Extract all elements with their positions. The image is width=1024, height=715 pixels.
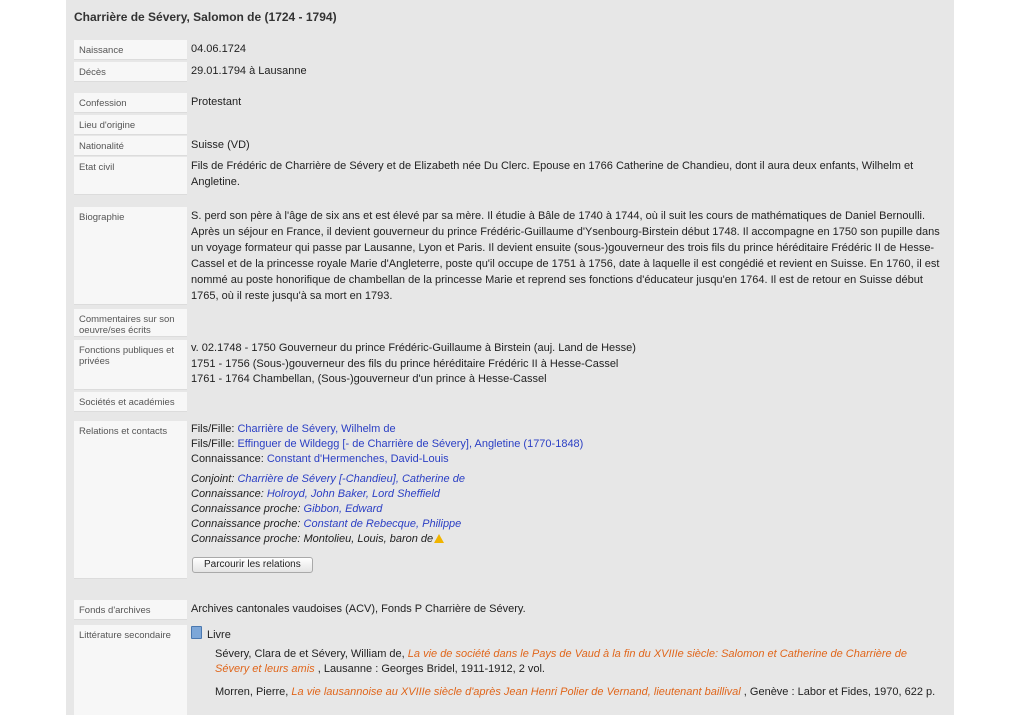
value-fonctions bbox=[191, 340, 942, 388]
label-lieu-origine: Lieu d'origine bbox=[74, 115, 187, 135]
relation-item bbox=[191, 472, 942, 487]
warning-icon bbox=[434, 534, 444, 543]
label-naissance: Naissance bbox=[74, 40, 187, 60]
literature-entry bbox=[215, 685, 942, 700]
value-naissance: 04.06.1724 bbox=[191, 43, 247, 55]
record-panel bbox=[66, 0, 954, 715]
value-deces: 29.01.1794 à Lausanne bbox=[191, 65, 307, 77]
relation-link[interactable]: Effinguer de Wildegg [- de Charrière de Sévery], Angletine (1770-1848) bbox=[237, 438, 584, 450]
value-confession: Protestant bbox=[191, 96, 242, 108]
relation-role: Connaissance: bbox=[191, 453, 267, 465]
literature-title-link[interactable]: La vie de société dans le Pays de Vaud à la fin du XVIIIe siècle: Salomon et Catherine de Charrière de Sévery et leurs amis bbox=[215, 648, 907, 675]
fonction-line: v. 02.1748 - 1750 Gouverneur du prince Frédéric-Guillaume à Birstein (auj. Land de Hesse) bbox=[191, 342, 636, 354]
fonction-line: 1761 - 1764 Chambellan, (Sous-)gouverneur d'un prince à Hesse-Cassel bbox=[191, 373, 547, 385]
relation-role: Fils/Fille: bbox=[191, 423, 238, 435]
value-etat-civil: Fils de Frédéric de Charrière de Sévery et de Elizabeth née Du Clerc. Epouse en 1766 Catherine de Chandieu, dont il aura deux enfants, Wilhelm et Angletine. bbox=[191, 160, 914, 188]
value-nationalite: Suisse (VD) bbox=[191, 139, 250, 151]
relation-link[interactable]: Charrière de Sévery, Wilhelm de bbox=[237, 423, 396, 435]
relation-link[interactable]: Holroyd, John Baker, Lord Sheffield bbox=[266, 488, 440, 500]
label-etat-civil: Etat civil bbox=[74, 157, 187, 195]
value-relations bbox=[191, 421, 942, 573]
relation-role: Conjoint: bbox=[191, 473, 238, 485]
relation-link[interactable]: Constant d'Hermenches, David-Louis bbox=[266, 453, 449, 465]
fonction-line: 1751 - 1756 (Sous-)gouverneur des fils du prince héréditaire Frédéric II à Hesse-Cassel bbox=[191, 357, 619, 370]
value-lieu-origine bbox=[191, 115, 942, 116]
relation-link[interactable]: Constant de Rebecque, Philippe bbox=[303, 518, 462, 530]
literature-authors: Morren, Pierre, bbox=[215, 686, 292, 698]
value-fonds: Archives cantonales vaudoises (ACV), Fonds P Charrière de Sévery. bbox=[191, 603, 526, 615]
label-fonds: Fonds d'archives bbox=[74, 600, 187, 620]
relation-name-unlinked: Montolieu, Louis, baron de bbox=[303, 533, 434, 545]
relation-item bbox=[191, 517, 942, 532]
relation-role: Connaissance: bbox=[191, 488, 267, 500]
relation-link[interactable]: Charrière de Sévery [-Chandieu], Catherine de bbox=[237, 473, 465, 485]
literature-publication: , Lausanne : Georges Bridel, 1911-1912, 2 vol. bbox=[314, 663, 545, 675]
literature-title-link[interactable]: La vie lausannoise au XVIIIe siècle d'après Jean Henri Polier de Vernand, lieutenant baillival bbox=[291, 686, 741, 698]
value-commentaires bbox=[191, 309, 942, 310]
relation-item bbox=[191, 487, 942, 502]
label-fonctions: Fonctions publiques et privées bbox=[74, 340, 187, 390]
label-confession: Confession bbox=[74, 93, 187, 113]
label-litterature: Littérature secondaire bbox=[74, 625, 187, 715]
label-biographie: Biographie bbox=[74, 207, 187, 305]
label-nationalite: Nationalité bbox=[74, 136, 187, 156]
relation-role: Connaissance proche: bbox=[191, 533, 304, 545]
literature-publication: , Genève : Labor et Fides, 1970, 622 p. bbox=[740, 686, 936, 698]
book-icon bbox=[191, 626, 202, 639]
value-biographie: S. perd son père à l'âge de six ans et est élevé par sa mère. Il étudie à Bâle de 1740 à 1744, où il suit les cours de mathématiques de Daniel Bernoulli. Après un séjour en France, il devient gouverneur du prince Frédéric-Guillaume d'Ysenbourg-Birstein début 1748. Il accompagne en 1750 son pupille dans un voyage formateur qui passe par Lausanne, Lyon et Paris. Il devient ensuite (sous-)gouverneur des trois fils du prince héréditaire Frédéric II de Hesse-Cassel et de la princesse royale Marie d'Angleterre, poste qu'il occupe de 1751 à 1756, date à laquelle il est congédié et revient en Suisse. En 1760, il est nommé au poste honorifique de chambellan de la princesse Marie et reprend ses fonctions d'éducateur jusqu'en 1764. Il est de retour en Suisse début 1765, où il reste jusqu'à sa mort en 1793. bbox=[191, 210, 940, 302]
label-deces: Décès bbox=[74, 62, 187, 82]
value-societes bbox=[191, 392, 942, 393]
label-societes: Sociétés et académies bbox=[74, 392, 187, 412]
relation-item bbox=[191, 502, 942, 517]
relation-item bbox=[191, 452, 942, 467]
label-commentaires: Commentaires sur son oeuvre/ses écrits bbox=[74, 309, 187, 337]
relation-role: Fils/Fille: bbox=[191, 438, 238, 450]
value-litterature bbox=[191, 625, 942, 700]
literature-category-label: Livre bbox=[207, 629, 231, 641]
relation-item bbox=[191, 532, 942, 547]
label-relations: Relations et contacts bbox=[74, 421, 187, 579]
relation-item bbox=[191, 437, 942, 452]
relation-role: Connaissance proche: bbox=[191, 503, 304, 515]
page-title: Charrière de Sévery, Salomon de (1724 - 1794) bbox=[74, 10, 337, 24]
browse-relations-button[interactable]: Parcourir les relations bbox=[192, 557, 313, 573]
relation-role: Connaissance proche: bbox=[191, 518, 304, 530]
literature-category bbox=[191, 626, 942, 643]
literature-entry bbox=[215, 647, 942, 677]
relation-item bbox=[191, 422, 942, 437]
literature-authors: Sévery, Clara de et Sévery, William de, bbox=[215, 648, 408, 660]
relation-link[interactable]: Gibbon, Edward bbox=[303, 503, 383, 515]
